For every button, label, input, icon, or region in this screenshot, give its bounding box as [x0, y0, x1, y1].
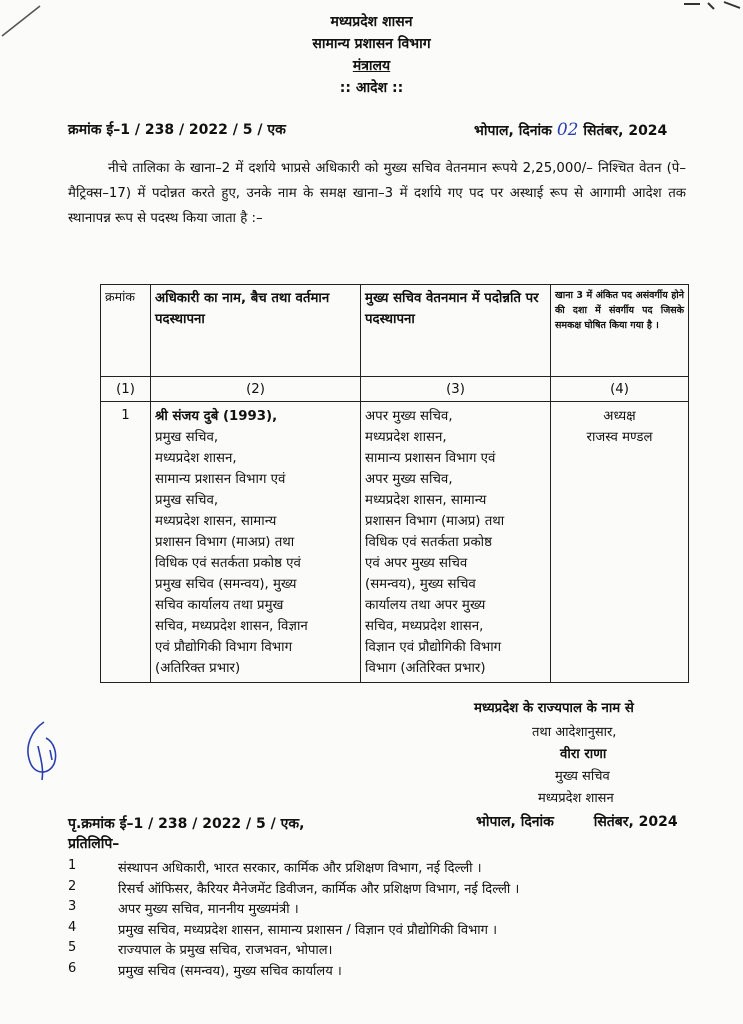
signature-authority: मध्यप्रदेश के राज्यपाल के नाम से [474, 701, 634, 716]
cell-line: मध्यप्रदेश शासन, [155, 451, 237, 466]
header-equivalent [551, 285, 689, 377]
cell-line: सामान्य प्रशासन विभाग एवं [155, 472, 286, 487]
cell-line: सचिव, मध्यप्रदेश शासन, [365, 619, 484, 634]
copy-number: 6 [68, 960, 77, 976]
order-date-prefix: भोपाल, दिनांक [474, 123, 552, 139]
officer-posting [155, 427, 356, 679]
cell-line: प्रमुख सचिव, [155, 493, 219, 508]
cell-line: प्रशासन विभाग (माअप्र) तथा [365, 514, 505, 529]
copy-number: 2 [68, 878, 77, 894]
cell-line: एवं अपर मुख्य सचिव [365, 556, 468, 571]
cell-line: अपर मुख्य सचिव, [365, 409, 453, 424]
header-new-posting: मुख्य सचिव वेतनमान में पदोन्नति पर पदस्थापना [361, 285, 551, 377]
officer-name: श्री संजय दुबे (1993), [155, 409, 278, 424]
copy-number: 1 [68, 858, 77, 873]
signature-order-line: तथा आदेशानुसार, [532, 725, 617, 740]
endorsement-number: पृ.क्रमांक ई–1 / 238 / 2022 / 5 / एक, [68, 816, 305, 832]
copy-recipient: राज्यपाल के प्रमुख सचिव, राजभवन, भोपाल। [118, 943, 333, 958]
officer-cell [151, 402, 361, 683]
cell-line: प्रमुख सचिव (समन्वय), मुख्य [155, 577, 297, 592]
copy-number: 4 [68, 919, 77, 935]
cell-line: विधिक एवं सतर्कता प्रकोष्ठ [365, 535, 492, 550]
cell-line: (समन्वय), मुख्य सचिव [365, 577, 476, 592]
cell-line: प्रमुख सचिव, [155, 430, 219, 445]
cell-line: मध्यप्रदेश शासन, सामान्य [155, 514, 277, 529]
govt-name: मध्यप्रदेश शासन [330, 14, 413, 30]
cell-line: कार्यालय तथा अपर मुख्य [365, 598, 486, 613]
order-date-suffix: सितंबर, 2024 [583, 123, 668, 139]
cell-line: मध्यप्रदेश शासन, [365, 430, 447, 445]
copy-recipient: प्रमुख सचिव, मध्यप्रदेश शासन, सामान्य प्रशासन / विज्ञान एवं प्रौद्योगिकी विभाग । [118, 922, 498, 938]
list-item [68, 940, 519, 961]
row-serial: 1 [101, 402, 151, 683]
header-equivalent-text: खाना 3 में अंकित पद असंवर्गीय होने की दशा में संवर्गीय पद जिसके समकक्ष घोषित किया गया है । [555, 290, 684, 331]
table-row [101, 402, 689, 683]
col-number: (1) [101, 377, 151, 402]
signatory-name: वीरा राणा [560, 747, 607, 762]
col-number: (3) [361, 377, 551, 402]
order-date [474, 120, 667, 140]
department-name: सामान्य प्रशासन विभाग [312, 36, 431, 52]
signatory-designation: मुख्य सचिव [555, 769, 610, 784]
endorsement-date [476, 812, 678, 831]
cell-line: एवं प्रौद्योगिकी विभाग विभाग [155, 640, 293, 655]
list-item [68, 899, 519, 920]
new-posting-cell [361, 402, 551, 683]
list-item [68, 858, 519, 879]
ministry-label: मंत्रालय [352, 58, 391, 74]
cell-line: विज्ञान एवं प्रौद्योगिकी विभाग [365, 640, 502, 655]
list-item [68, 961, 519, 982]
copy-recipient: संस्थापन अधिकारी, भारत सरकार, कार्मिक और प्रशिक्षण विभाग, नई दिल्ली । [118, 861, 482, 876]
col-number: (2) [151, 377, 361, 402]
copy-number: 3 [68, 899, 77, 914]
cell-line: मध्यप्रदेश शासन, सामान्य [365, 493, 487, 508]
cell-line: विधिक एवं सतर्कता प्रकोष्ठ एवं [155, 556, 301, 571]
order-heading: :: आदेश :: [339, 80, 404, 96]
signatory-office: मध्यप्रदेश शासन [538, 791, 614, 806]
header-officer: अधिकारी का नाम, बैच तथा वर्तमान पदस्थापना [151, 285, 361, 377]
endorsement-date-prefix: भोपाल, दिनांक [476, 814, 554, 830]
endorsement-date-suffix: सितंबर, 2024 [593, 814, 678, 830]
order-body [68, 156, 686, 231]
cell-line: सचिव, मध्यप्रदेश शासन, विज्ञान [155, 619, 308, 634]
order-number: क्रमांक ई–1 / 238 / 2022 / 5 / एक [68, 122, 286, 138]
handwritten-initials-icon [14, 716, 64, 786]
header-serial: क्रमांक [101, 285, 151, 377]
new-posting [365, 406, 546, 679]
cell-line: प्रशासन विभाग (माअप्र) तथा [155, 535, 295, 550]
copy-heading: प्रतिलिपि– [68, 836, 120, 852]
table-header-row [101, 285, 689, 377]
column-number-row [101, 377, 689, 402]
list-item [68, 920, 519, 941]
list-item [68, 879, 519, 900]
handwritten-date: 02 [556, 120, 579, 140]
copy-recipient: प्रमुख सचिव (समन्वय), मुख्य सचिव कार्यालय । [118, 963, 342, 979]
cell-line: (अतिरिक्त प्रभार) [155, 661, 241, 676]
equivalent-cell [551, 402, 689, 683]
col-number: (4) [551, 377, 689, 402]
equivalent-post-title: अध्यक्ष [603, 409, 636, 424]
cell-line: सचिव कार्यालय तथा प्रमुख [155, 598, 284, 613]
copy-list [68, 858, 519, 981]
equivalent-post-office: राजस्व मण्डल [586, 430, 653, 445]
order-body-text: नीचे तालिका के खाना–2 में दर्शाये भाप्रसे अधिकारी को मुख्य सचिव वेतनमान रूपये 2,25,000/– निश्चित वेतन (पे–मैट्रिक्स–17) में पदोन्नत करते हुए, उनके नाम के समक्ष खाना–3 में दर्शाये गए पद पर अस्थाई रूप से आगामी आदेश तक स्थानापन्न रूप से पदस्थ किया जाता है :– [68, 161, 686, 226]
posting-table [100, 284, 689, 683]
cell-line: अपर मुख्य सचिव, [365, 472, 453, 487]
copy-number: 5 [68, 940, 77, 955]
copy-recipient: रिसर्च ऑफिसर, कैरियर मैनेजमेंट डिवीजन, कार्मिक और प्रशिक्षण विभाग, नई दिल्ली । [118, 881, 520, 897]
cell-line: सामान्य प्रशासन विभाग एवं [365, 451, 496, 466]
cell-line: विभाग (अतिरिक्त प्रभार) [365, 661, 486, 676]
copy-recipient: अपर मुख्य सचिव, माननीय मुख्यमंत्री । [118, 902, 299, 917]
